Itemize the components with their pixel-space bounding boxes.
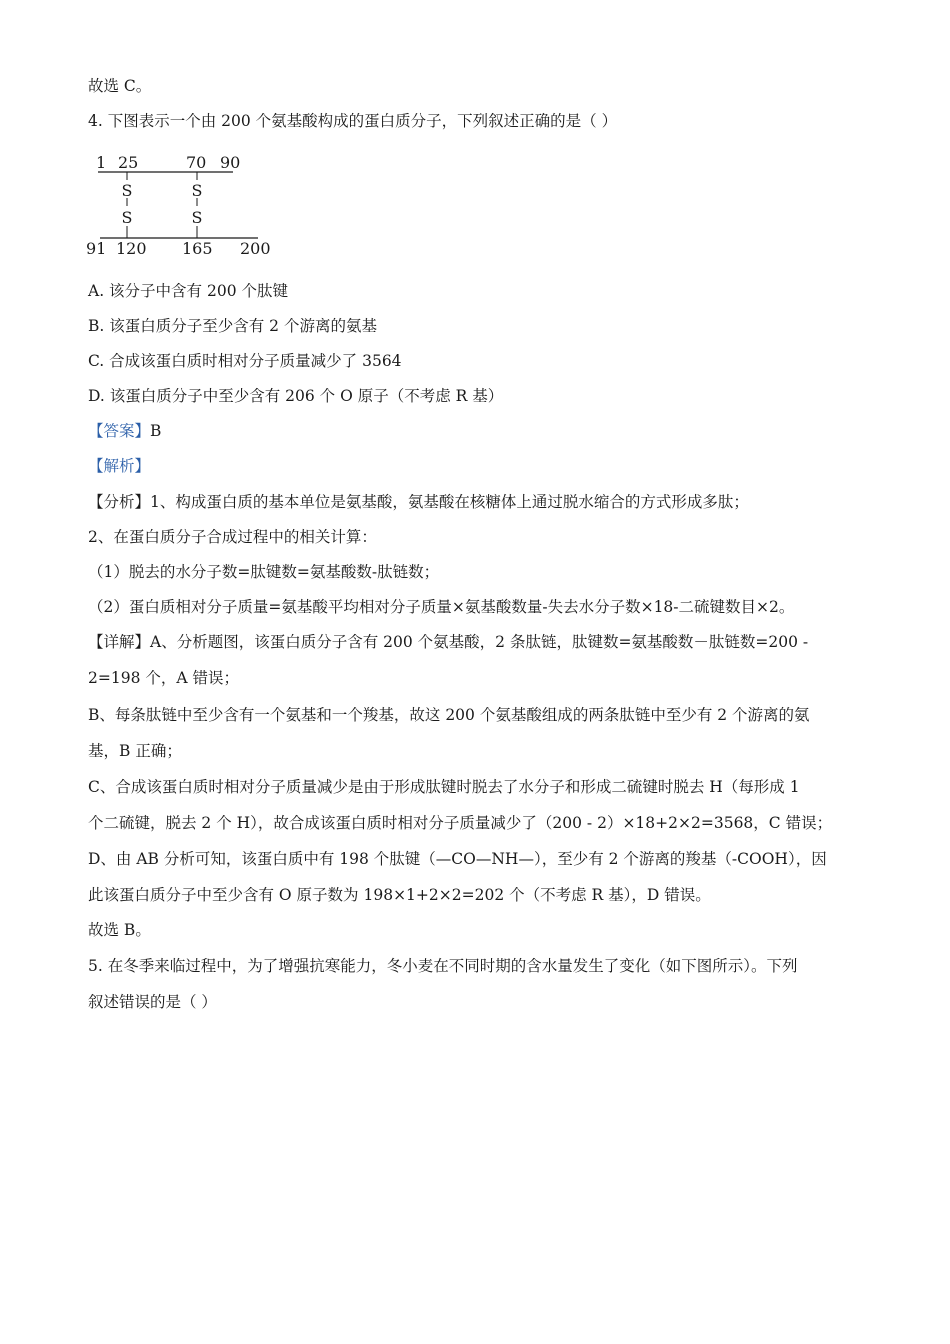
answer-line: [88, 421, 161, 441]
option-b: B. 该蛋白质分子至少含有 2 个游离的氨基: [88, 317, 377, 335]
question-4-stem: 4. 下图表示一个由 200 个氨基酸构成的蛋白质分子，下列叙述正确的是（ ）: [88, 112, 618, 130]
detail-d-line2: 此该蛋白质分子中至少含有 O 原子数为 198×1+2×2=202 个（不考虑 R 基），D 错误。: [88, 886, 711, 904]
bond-left-s1: S: [121, 181, 133, 200]
bond-left-s2: S: [121, 208, 133, 227]
detail-a-text: A、分析题图，该蛋白质分子含有 200 个氨基酸，2 条肽链，肽键数=氨基酸数－肽链数=200 -: [150, 633, 809, 651]
question-5-line1: 5. 在冬季来临过程中，为了增强抗寒能力，冬小麦在不同时期的含水量发生了变化（如下图所示）。下列: [88, 957, 798, 975]
analysis-point-2: 2、在蛋白质分子合成过程中的相关计算：: [88, 528, 377, 546]
top-label-70: 70: [186, 153, 207, 172]
answer-tag: 【答案】: [88, 422, 151, 440]
detail-b-line1: B、每条肽链中至少含有一个氨基和一个羧基，故这 200 个氨基酸组成的两条肽链中至少有 2 个游离的氨: [88, 706, 810, 724]
answer-value: B: [150, 422, 162, 440]
option-a: A. 该分子中含有 200 个肽键: [88, 282, 288, 300]
top-label-25: 25: [118, 153, 139, 172]
analysis-point-1: 【分析】1、构成蛋白质的基本单位是氨基酸，氨基酸在核糖体上通过脱水缩合的方式形成多肽；: [88, 493, 749, 511]
detail-a-line1: [88, 632, 808, 652]
detail-c-line2: 个二硫键，脱去 2 个 H），故合成该蛋白质时相对分子质量减少了（200 - 2）×18+2×2=3568，C 错误；: [88, 814, 833, 832]
detail-b-line2: 基，B 正确；: [88, 742, 182, 760]
detail-tag: 【详解】: [88, 633, 151, 651]
analysis-formula-2: （2）蛋白质相对分子质量=氨基酸平均相对分子质量×氨基酸数量-失去水分子数×18-二硫键数目×2。: [88, 598, 795, 616]
bottom-label-200: 200: [240, 239, 271, 258]
bottom-label-91: 91: [86, 239, 107, 258]
bottom-label-120: 120: [116, 239, 147, 258]
top-label-90: 90: [220, 153, 241, 172]
detail-d-line1: D、由 AB 分析可知，该蛋白质中有 198 个肽键（—CO—NH—），至少有 2 个游离的羧基（-COOH），因: [88, 850, 827, 868]
bond-right-s2: S: [191, 208, 203, 227]
analysis-formula-1: （1）脱去的水分子数=肽键数=氨基酸数-肽链数；: [88, 563, 440, 581]
option-d: D. 该蛋白质分子中至少含有 206 个 O 原子（不考虑 R 基）: [88, 387, 504, 405]
conclusion: 故选 B。: [88, 921, 151, 939]
option-c: C. 合成该蛋白质时相对分子质量减少了 3564: [88, 352, 402, 370]
question-5-line2: 叙述错误的是（ ）: [88, 993, 217, 1011]
conclusion-prev: 故选 C。: [88, 77, 152, 95]
top-label-1: 1: [96, 153, 107, 172]
bond-right-s1: S: [191, 181, 203, 200]
detail-c-line1: C、合成该蛋白质时相对分子质量减少是由于形成肽键时脱去了水分子和形成二硫键时脱去 H（每形成 1: [88, 778, 800, 796]
protein-structure-diagram: [86, 150, 286, 262]
analysis-tag: 【解析】: [88, 457, 151, 475]
bottom-label-165: 165: [182, 239, 213, 258]
detail-a-line2: 2=198 个，A 错误；: [88, 669, 239, 687]
